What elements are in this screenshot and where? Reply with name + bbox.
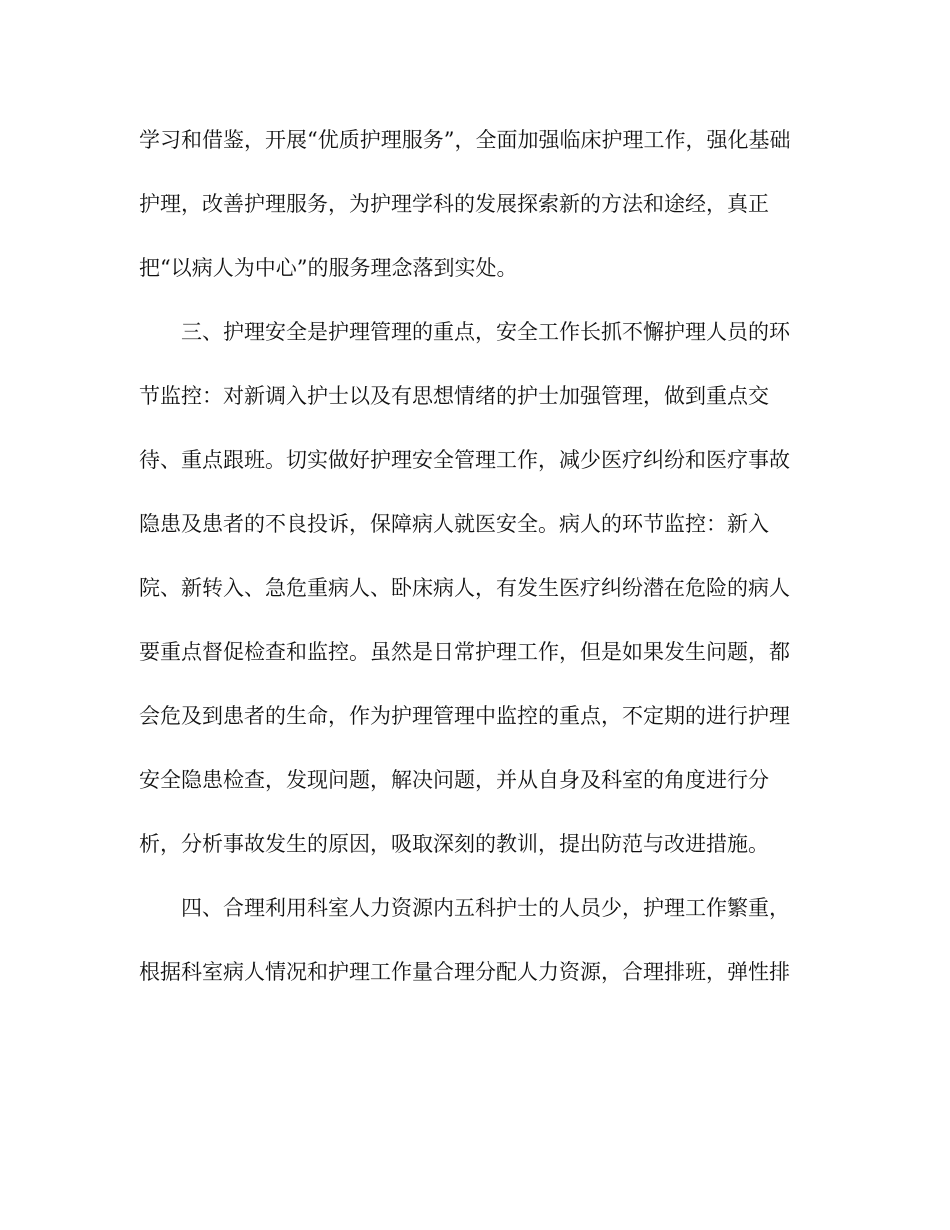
text-line: 待、重点跟班。切实做好护理安全管理工作，减少医疗纠纷和医疗事故: [139, 448, 790, 472]
text-line: 节监控：对新调入护士以及有思想情绪的护士加强管理，做到重点交: [139, 384, 769, 408]
text-line: 学习和借鉴，开展“优质护理服务”，全面加强临床护理工作，强化基础: [139, 128, 791, 152]
text-line: 护理，改善护理服务，为护理学科的发展探索新的方法和途经，真正: [139, 192, 769, 216]
text-line: 院、新转入、急危重病人、卧床病人，有发生医疗纠纷潜在危险的病人: [139, 576, 790, 600]
text-line: 析，分析事故发生的原因，吸取深刻的教训，提出防范与改进措施。: [139, 832, 769, 856]
section-three-first-line: 三、护理安全是护理管理的重点，安全工作长抓不懈护理人员的环: [181, 320, 790, 344]
text-line: 要重点督促检查和监控。虽然是日常护理工作，但是如果发生问题，都: [139, 640, 790, 664]
text-line: 会危及到患者的生命，作为护理管理中监控的重点，不定期的进行护理: [139, 704, 790, 728]
text-line: 隐患及患者的不良投诉，保障病人就医安全。病人的环节监控：新入: [139, 512, 769, 536]
text-line: 把“以病人为中心”的服务理念落到实处。: [139, 256, 518, 280]
text-line: 根据科室病人情况和护理工作量合理分配人力资源，合理排班，弹性排: [139, 960, 790, 984]
document-body: [139, 118, 819, 1014]
section-four-first-line: 四、合理利用科室人力资源内五科护士的人员少，护理工作繁重，: [181, 896, 790, 920]
text-line: 安全隐患检查，发现问题，解决问题，并从自身及科室的角度进行分: [139, 768, 769, 792]
